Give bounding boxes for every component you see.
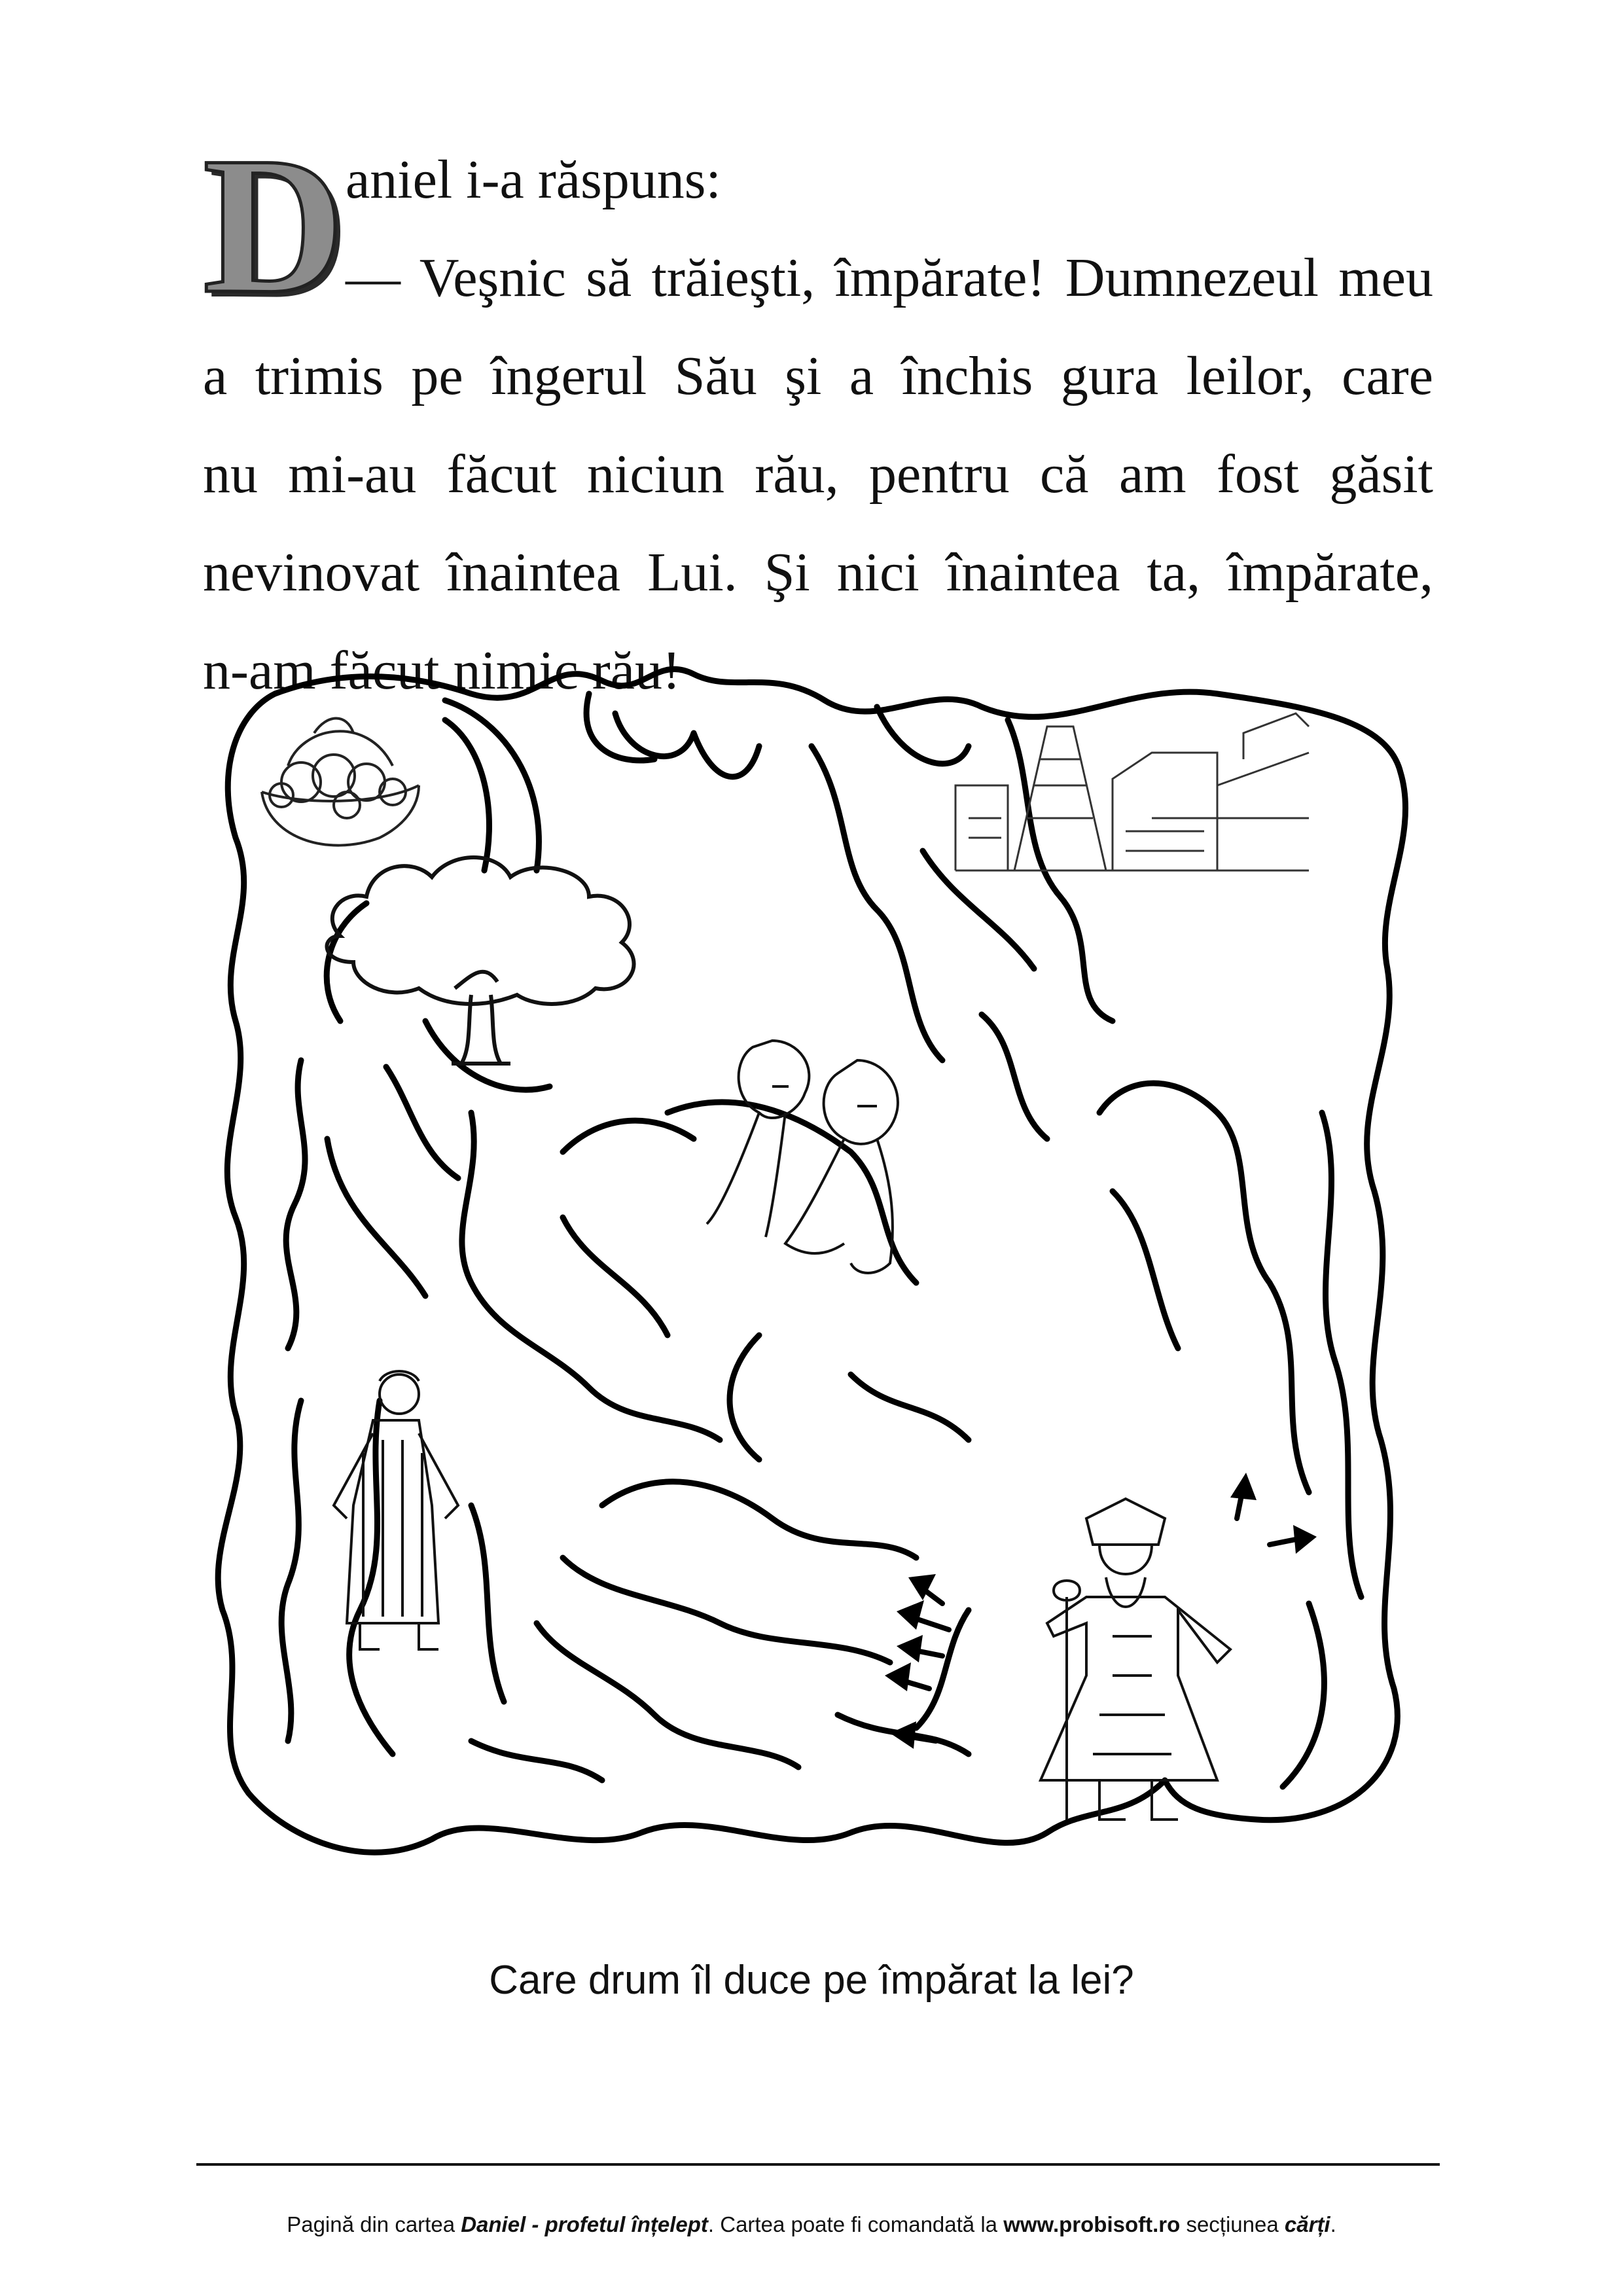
maze-puzzle[interactable] bbox=[196, 655, 1427, 1885]
footer-prefix: Pagină din cartea bbox=[287, 2212, 461, 2236]
story-line-2: — Veşnic să trăieşti, împărate! Dumnezeul meu bbox=[346, 247, 1433, 308]
footer-section-prefix: secțiunea bbox=[1180, 2212, 1285, 2236]
story-line-5: nevinovat înaintea Lui. Şi nici înaintea ta, împărate, bbox=[203, 542, 1433, 603]
footer-divider bbox=[196, 2163, 1440, 2166]
drop-cap: D bbox=[203, 117, 345, 334]
story-line-1: aniel i-a răspuns: bbox=[346, 149, 721, 210]
footer-middle: . Cartea poate fi comandată la bbox=[707, 2212, 1004, 2236]
book-title: Daniel - profetul înțelept bbox=[461, 2212, 708, 2236]
story-line-6: n-am făcut nimic rău! bbox=[203, 640, 681, 701]
king-illustration bbox=[1041, 1499, 1230, 1820]
daniel-illustration bbox=[334, 1371, 458, 1649]
footer-suffix: . bbox=[1330, 2212, 1336, 2236]
story-text bbox=[203, 117, 1433, 720]
footer bbox=[0, 2212, 1623, 2237]
babylon-city-illustration bbox=[955, 713, 1309, 870]
tree-illustration bbox=[327, 857, 634, 1064]
website-link[interactable]: www.probisoft.ro bbox=[1003, 2212, 1181, 2236]
maze-question: Care drum îl duce pe împărat la lei? bbox=[489, 1958, 1134, 2003]
story-line-4: nu mi-au făcut niciun rău, pentru că am fost găsit bbox=[203, 444, 1433, 505]
story-line-3: a trimis pe îngerul Său şi a închis gura leilor, care bbox=[203, 346, 1433, 406]
section-name: cărți bbox=[1284, 2212, 1330, 2236]
lions-illustration bbox=[707, 1041, 898, 1273]
fruit-basket-illustration bbox=[262, 719, 419, 846]
